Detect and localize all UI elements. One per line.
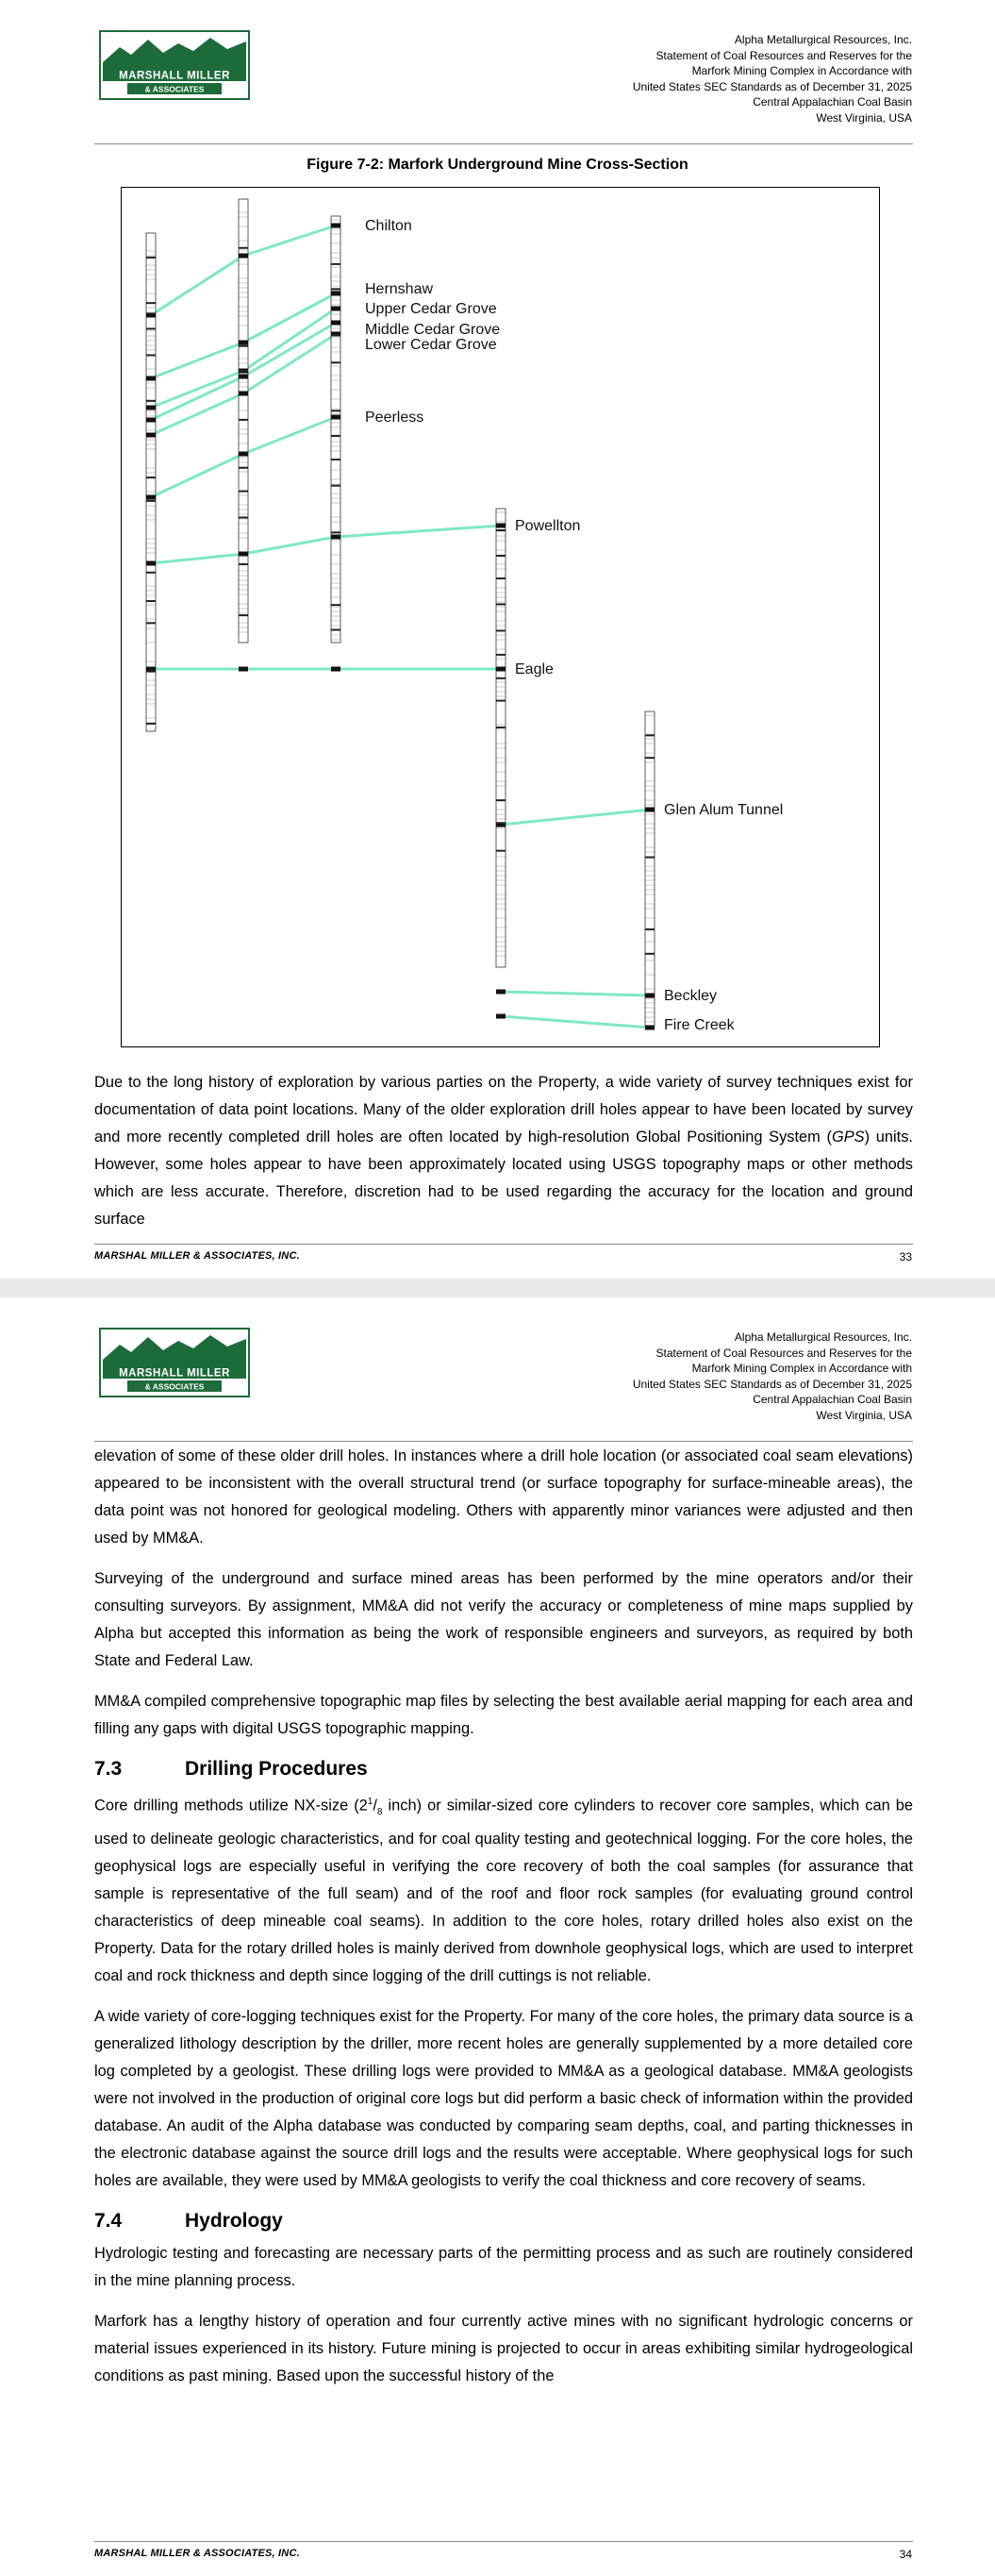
seam-label: Upper Cedar Grove bbox=[365, 301, 497, 317]
header-line: Alpha Metallurgical Resources, Inc. bbox=[734, 1330, 912, 1344]
coal-seam-band bbox=[331, 263, 340, 265]
coal-seam-band bbox=[239, 370, 248, 372]
footer-rule bbox=[94, 2541, 913, 2542]
drill-hole-log bbox=[496, 509, 506, 967]
company-logo bbox=[99, 30, 250, 100]
coal-seam-band bbox=[645, 808, 655, 812]
paragraph: MM&A compiled comprehensive topographic map files by selecting the best available aerial mapping for each area and filling any gaps with digital USGS topographic mapping. bbox=[94, 1693, 913, 1737]
seam-label: Middle Cedar Grove bbox=[365, 322, 501, 338]
seam-label: Beckley bbox=[664, 988, 718, 1004]
coal-seam-band bbox=[239, 516, 248, 518]
seam-label: Lower Cedar Grove bbox=[365, 337, 497, 353]
seam-label: Fire Creek bbox=[664, 1017, 735, 1033]
coal-seam-band bbox=[331, 288, 340, 290]
coal-seam-band bbox=[645, 757, 655, 759]
coal-seam-band bbox=[331, 321, 340, 326]
coal-seam-band bbox=[331, 667, 340, 672]
coal-seam-band bbox=[496, 667, 506, 672]
svg-text:MARSHALL MILLER: MARSHALL MILLER bbox=[119, 1367, 230, 1380]
fraction-numerator: 1 bbox=[367, 1797, 373, 1807]
seam-label: Powellton bbox=[515, 518, 581, 534]
coal-seam-band bbox=[239, 667, 248, 672]
coal-seam-band bbox=[496, 799, 506, 801]
coal-seam-band bbox=[496, 677, 506, 679]
coal-seam-band bbox=[496, 629, 506, 631]
header-rule bbox=[94, 143, 913, 144]
coal-seam-band bbox=[496, 603, 506, 605]
coal-seam-band bbox=[496, 727, 506, 728]
coal-seam-band bbox=[239, 452, 248, 457]
page1-body bbox=[94, 1069, 913, 1246]
coal-seam-band bbox=[146, 302, 156, 304]
header-line: Statement of Coal Resources and Reserves for the bbox=[655, 1346, 912, 1360]
seam-label: Eagle bbox=[515, 661, 554, 677]
footer-company: MARSHAL MILLER & ASSOCIATES, INC. bbox=[94, 2548, 300, 2559]
seam-label: Glen Alum Tunnel bbox=[664, 802, 784, 818]
section-number: 7.4 bbox=[94, 2209, 123, 2232]
paragraph: elevation of some of these older drill holes. In instances where a drill hole location (or associated coal seam elevations) appeared to be inconsistent with the overall structural trend (or surface topography for surface-mineable areas), the data point was not honored for geological modeling. Others with apparently minor variances were adjusted and then used by MM&A. bbox=[94, 1447, 913, 1547]
coal-seam-band bbox=[496, 822, 506, 824]
header-line: Central Appalachian Coal Basin bbox=[753, 95, 912, 109]
coal-seam-band bbox=[645, 857, 655, 859]
figure-title: Figure 7-2: Marfork Underground Mine Cross-Section bbox=[307, 157, 688, 173]
seam-correlation-line bbox=[501, 1016, 650, 1028]
coal-seam-band bbox=[146, 400, 156, 402]
coal-seam-band bbox=[239, 341, 248, 345]
seam-label: Peerless bbox=[365, 410, 424, 426]
text-run: Core drilling methods utilize NX-size (2 bbox=[94, 1797, 368, 1815]
coal-seam-band bbox=[331, 224, 340, 228]
seam-correlation-line bbox=[501, 992, 650, 995]
coal-seam-band bbox=[239, 392, 248, 396]
coal-seam-band bbox=[331, 415, 340, 420]
coal-seam-band bbox=[496, 990, 506, 995]
coal-seam-band bbox=[496, 555, 506, 557]
coal-seam-band bbox=[645, 734, 655, 736]
footer-company: MARSHAL MILLER & ASSOCIATES, INC. bbox=[94, 1250, 300, 1262]
svg-text:MARSHALL MILLER: MARSHALL MILLER bbox=[119, 70, 230, 82]
coal-seam-band bbox=[496, 654, 506, 656]
cross-section-figure bbox=[121, 187, 880, 1047]
coal-seam-band bbox=[331, 485, 340, 487]
coal-seam-band bbox=[331, 628, 340, 630]
page-34 bbox=[0, 1297, 995, 2576]
paragraph: Core drilling methods utilize NX-size ($2^1/_8$ inch) or similar-sized core cylinders to recover core samples, which can be used to delineate geologic characteristics, and for coal quality testing and geotechnical logging. For the core holes, the geophysical logs are especially useful in verifying the core recovery of both the coal samples (for assurance that sample is representative of the full seam) and of the roof and floor rock samples (for evaluating ground control characteristics of deep mineable coal seams). In addition to the core holes, rotary drilled holes also exist on the Property. Data for the rotary drilled holes is mainly derived from downhole geophysical logs, which are used to interpret coal and rock thickness and depth since logging of the drill cuttings is not reliable. bbox=[94, 1797, 913, 1984]
coal-seam-band bbox=[239, 375, 248, 379]
coal-seam-band bbox=[645, 953, 655, 955]
coal-seam-band bbox=[146, 406, 156, 410]
coal-seam-band bbox=[146, 257, 156, 259]
coal-seam-band bbox=[496, 850, 506, 852]
coal-seam-band bbox=[146, 418, 156, 423]
header-line: Marfork Mining Complex in Accordance with bbox=[691, 64, 912, 77]
coal-seam-band bbox=[331, 435, 340, 437]
coal-seam-band bbox=[645, 1026, 655, 1030]
coal-seam-band bbox=[331, 535, 340, 540]
coal-seam-band bbox=[331, 334, 340, 336]
coal-seam-band bbox=[239, 247, 248, 249]
section-heading-hydrology bbox=[94, 2208, 913, 2234]
seam-label: Hernshaw bbox=[365, 281, 434, 297]
coal-seam-band bbox=[146, 572, 156, 574]
page-number: 33 bbox=[899, 1250, 912, 1263]
coal-seam-band bbox=[331, 410, 340, 411]
company-logo bbox=[99, 1328, 250, 1397]
coal-seam-band bbox=[496, 529, 506, 531]
coal-seam-band bbox=[496, 577, 506, 579]
paragraph: Surveying of the underground and surface mined areas has been performed by the mine operators and/or their consulting surveyors. By assignment, MM&A did not verify the accuracy or completeness of mine maps supplied by Alpha but accepted this information as being the work of responsible engineers and surveyors, as required by both State and Federal Law. bbox=[94, 1570, 913, 1669]
coal-seam-band bbox=[146, 671, 156, 673]
coal-seam-band bbox=[645, 994, 655, 998]
coal-seam-band bbox=[239, 345, 248, 347]
paragraph: A wide variety of core-logging techniques exist for the Property. For many of the core holes, the primary data source is a generalized lithology description by the driller, more recent holes are generally supplemented by a more detailed core log completed by a geologist. These drilling logs were provided to MM&A as a geological database. MM&A geologists were not involved in the production of original core logs but did perform a basic check of information within the provided database. An audit of the Alpha database was conducted by comparing seam depths, coal, and parting thicknesses in the electronic database against the source drill logs and the results were acceptable. Where geophysical logs for such holes are available, they were used by MM&A geologists to verify the coal thickness and core recovery of seams. bbox=[94, 2007, 913, 2189]
cross-section-diagram bbox=[122, 188, 881, 1048]
coal-seam-band bbox=[239, 419, 248, 421]
coal-seam-band bbox=[645, 928, 655, 930]
coal-seam-band bbox=[146, 327, 156, 329]
coal-seam-band bbox=[239, 552, 248, 557]
coal-seam-band bbox=[239, 491, 248, 493]
header-line: West Virginia, USA bbox=[816, 1408, 912, 1422]
drill-hole-log bbox=[239, 199, 248, 643]
report-header bbox=[633, 1330, 912, 1423]
text-run: inch) or similar-sized core cylinders to recover core samples, which can be used to delineate geologic characteristics, and for coal quality testing and geotechnical logging. For the core holes, the geophysical logs are especially useful in verifying the core recovery of both the coal samples (for assurance that sample is representative of the full seam) and of the roof and floor rock samples (for evaluating ground control characteristics of deep mineable coal seams). In addition to the core holes, rotary drilled holes also exist on the Property. Data for the rotary drilled holes is mainly derived from downhole geophysical logs, which are used to interpret coal and rock thickness and depth since logging of the drill cuttings is not reliable. bbox=[94, 1797, 913, 1984]
coal-seam-band bbox=[146, 500, 156, 502]
coal-seam-band bbox=[146, 313, 156, 318]
section-title: Hydrology bbox=[185, 2209, 283, 2232]
header-line: West Virginia, USA bbox=[816, 110, 912, 125]
footer-rule bbox=[94, 1244, 913, 1245]
coal-seam-band bbox=[146, 723, 156, 725]
coal-seam-band bbox=[239, 614, 248, 616]
header-line: United States SEC Standards as of December 31, 2025 bbox=[632, 79, 912, 93]
header-line: Central Appalachian Coal Basin bbox=[753, 1393, 912, 1406]
header-line: Statement of Coal Resources and Reserves for the bbox=[655, 48, 912, 62]
header-line: United States SEC Standards as of December 31, 2025 bbox=[632, 1377, 912, 1391]
report-header bbox=[633, 32, 912, 125]
coal-seam-band bbox=[146, 561, 156, 566]
header-line: Marfork Mining Complex in Accordance with bbox=[691, 1362, 912, 1375]
section-heading-drilling bbox=[94, 1756, 913, 1782]
coal-seam-band bbox=[496, 524, 506, 528]
coal-seam-band bbox=[146, 376, 156, 381]
fraction-denominator: 8 bbox=[376, 1806, 383, 1817]
paragraph: Hydrologic testing and forecasting are necessary parts of the permitting process and as such are routinely considered in the mine planning process. bbox=[94, 2244, 913, 2289]
coal-seam-band bbox=[146, 600, 156, 602]
coal-seam-band bbox=[146, 495, 156, 500]
header-line: Alpha Metallurgical Resources, Inc. bbox=[734, 33, 912, 46]
coal-seam-band bbox=[331, 361, 340, 363]
seam-label: Chilton bbox=[365, 218, 412, 234]
coal-seam-band bbox=[331, 307, 340, 311]
section-number: 7.3 bbox=[94, 1758, 123, 1780]
coal-seam-band bbox=[146, 477, 156, 478]
header-rule bbox=[94, 1441, 913, 1442]
svg-text:& ASSOCIATES: & ASSOCIATES bbox=[144, 1381, 205, 1392]
coal-seam-band bbox=[146, 622, 156, 624]
coal-seam-band bbox=[496, 1014, 506, 1019]
paragraph: Due to the long history of exploration by various parties on the Property, a wide variety of survey techniques exist for documentation of data point locations. Many of the older exploration drill holes appear to have been located by survey and more recently completed drill holes are often located by high-resolution Global Positioning System (GPS) units. However, some holes appear to have been approximately located using USGS topography maps or other methods which are less accurate. Therefore, discretion had to be used regarding the accuracy for the location and ground surface bbox=[94, 1074, 913, 1228]
coal-seam-band bbox=[239, 254, 248, 259]
seam-correlation-line bbox=[501, 810, 650, 825]
coal-seam-band bbox=[146, 354, 156, 356]
coal-seam-band bbox=[331, 292, 340, 296]
svg-text:& ASSOCIATES: & ASSOCIATES bbox=[144, 84, 205, 94]
page-number: 34 bbox=[899, 2548, 912, 2561]
coal-seam-band bbox=[146, 433, 156, 438]
page-33 bbox=[0, 0, 995, 1279]
coal-seam-band bbox=[331, 531, 340, 533]
coal-seam-band bbox=[239, 563, 248, 565]
coal-seam-band bbox=[331, 604, 340, 606]
seam-correlation-line bbox=[151, 526, 501, 563]
coal-seam-band bbox=[331, 459, 340, 460]
coal-seam-band bbox=[239, 467, 248, 469]
paragraph: Marfork has a lengthy history of operation and four currently active mines with no significant hydrologic concerns or material issues experienced in its history. Future mining is projected to occur in areas exhibiting similar hydrogeological conditions as past mining. Based upon the successful history of the bbox=[94, 2312, 913, 2384]
gps-abbrev: GPS bbox=[832, 1129, 865, 1146]
section-title: Drilling Procedures bbox=[185, 1758, 368, 1780]
coal-seam-band bbox=[496, 700, 506, 702]
page2-body bbox=[94, 1443, 913, 2403]
